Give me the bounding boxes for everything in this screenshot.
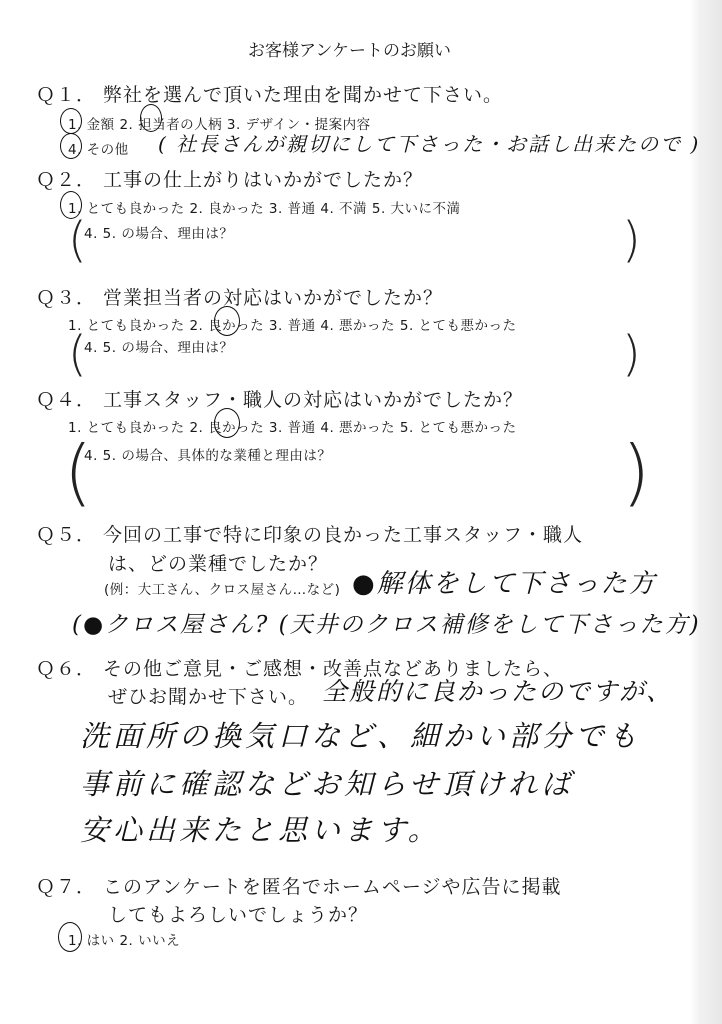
q5-handwritten-line2: (●クロス屋さん? (天井のクロス補修をして下さった方)	[72, 612, 701, 638]
q4-reason-label: 4. 5. の場合、具体的な業種と理由は？	[84, 448, 332, 464]
q7-option1-circle	[58, 922, 82, 952]
q4-question: Ｑ４． 工事スタッフ・職人の対応はいかがでしたか？	[36, 389, 524, 411]
q5-question-line1: Ｑ５． 今回の工事で特に印象の良かった工事スタッフ・職人	[36, 524, 584, 546]
q1-options: 1. 金額 2. 担当者の人柄 3. デザイン・提案内容	[68, 117, 371, 133]
q5-question-line2: は、どの業種でしたか？	[108, 553, 329, 575]
q4-options: 1. とても良かった 2. 良かった 3. 普通 4. 悪かった 5. とても悪かった	[68, 420, 517, 436]
q5-handwritten-line1: ●解体をして下さった方	[352, 569, 657, 599]
q4-option2-circle	[214, 408, 240, 438]
q3-reason-label: 4. 5. の場合、理由は？	[84, 340, 234, 356]
q6-handwritten-line2: 洗面所の換気口など、細かい部分でも	[80, 719, 642, 753]
q1-option1-circle	[60, 108, 82, 134]
q1-question: Ｑ１． 弊社を選んで頂いた理由を聞かせて下さい。	[36, 84, 504, 106]
q2-options: 1. とても良かった 2. 良かった 3. 普通 4. 不満 5. 大いに不満	[68, 201, 461, 217]
q4-paren-close: )	[622, 430, 651, 514]
q7-options: 1. はい 2. いいえ	[68, 933, 181, 949]
q6-handwritten-line3: 事前に確認などお知らせ頂ければ	[80, 767, 575, 801]
q7-question-line1: Ｑ７． このアンケートを匿名でホームページや広告に掲載	[36, 876, 562, 898]
q3-options: 1. とても良かった 2. 良かった 3. 普通 4. 悪かった 5. とても悪かった	[68, 318, 517, 334]
q5-example: (例：大工さん、クロス屋さん…など)	[104, 582, 341, 598]
q6-question-line2: ぜひお聞かせ下さい。	[108, 686, 309, 708]
q2-paren-close: )	[622, 212, 641, 268]
q3-option2-circle	[214, 306, 240, 336]
q1-option4-circle	[60, 133, 82, 159]
q3-paren-open: (	[68, 326, 87, 382]
q3-question: Ｑ３． 営業担当者の対応はいかがでしたか？	[36, 287, 444, 309]
q2-reason-label: 4. 5. の場合、理由は？	[84, 226, 234, 242]
q7-question-line2: してもよろしいでしょうか？	[108, 904, 369, 926]
q6-question-line1: Ｑ６． その他ご意見・ご感想・改善点などありましたら、	[36, 658, 564, 680]
q6-handwritten-line4: 安心出来たと思います。	[80, 813, 441, 847]
q3-paren-close: )	[622, 326, 641, 382]
q1-option-other: 4. その他	[68, 142, 129, 158]
q6-handwritten-line1: 全般的に良かったのですが、	[322, 677, 674, 706]
q4-paren-open: (	[64, 430, 93, 514]
page-title: お客様アンケートのお願い	[248, 41, 451, 61]
q1-handwritten-answer: ( 社長さんが親切にして下さった・お話し出来たので )	[158, 132, 701, 156]
q2-paren-open: (	[68, 212, 87, 268]
q2-question: Ｑ２． 工事の仕上がりはいかがでしたか？	[36, 169, 424, 191]
